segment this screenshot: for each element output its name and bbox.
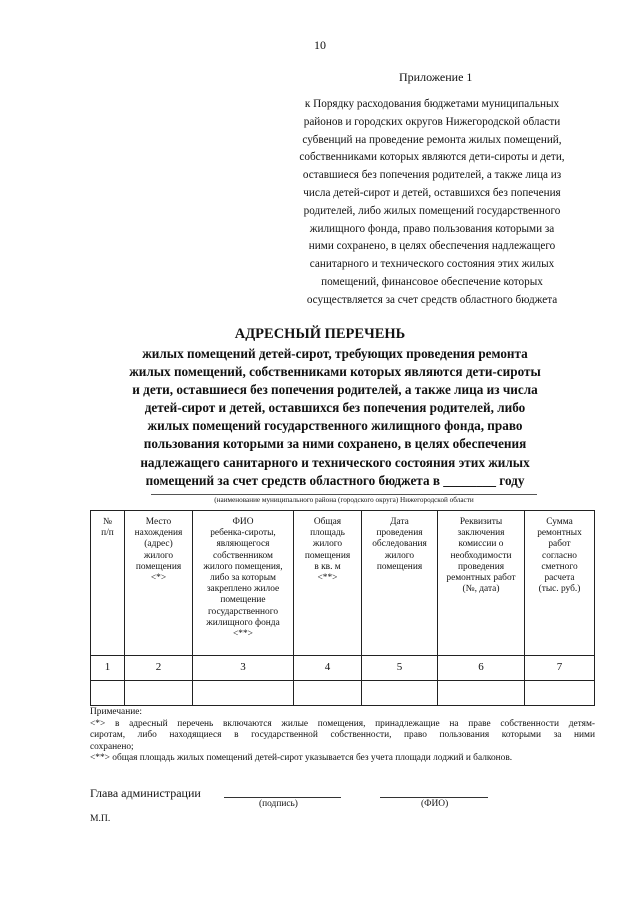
header-text-line: (тыс. руб.): [538, 584, 581, 595]
signature-caption: (подпись): [259, 799, 298, 809]
header-text-line: Общая: [313, 517, 342, 527]
header-text-line: помещения: [376, 561, 423, 572]
header-text-line: площадь: [310, 528, 345, 539]
basis-line: собственниками которых являются дети-сироты и дети,: [299, 151, 565, 164]
column-number: 6: [438, 656, 525, 681]
notes-section: [90, 707, 595, 765]
header-cell-number: [91, 511, 125, 656]
header-text-line: жилого: [384, 550, 415, 561]
header-text-line: жилого: [312, 539, 343, 550]
column-number: 4: [294, 656, 362, 681]
header-text-line: (адрес): [144, 539, 173, 550]
header-text-line: п/п: [101, 528, 114, 539]
header-text-line: проведения: [457, 561, 505, 572]
subtitle-line: жилых помещений, собственниками которых являются дети-сироты: [129, 364, 541, 380]
basis-line: жилищного фонда, право пользования которыми за: [309, 222, 555, 235]
subtitle-line: надлежащего санитарного и технического состояния этих жилых: [140, 454, 530, 470]
header-text-line: Место: [145, 517, 172, 527]
region-fill-line: [151, 494, 537, 495]
subtitle-line: и дети, оставшиеся без попечения родителей, а также лица из числа: [132, 382, 538, 398]
header-cell-address: [125, 511, 193, 656]
header-text-line: согласно: [542, 550, 577, 561]
basis-line: санитарного и технического состояния этих жилых: [309, 258, 555, 271]
header-text-line: Сумма: [546, 517, 573, 527]
empty-cell: [362, 681, 438, 706]
appendix-label: Приложение 1: [399, 70, 473, 84]
column-number: 2: [125, 656, 193, 681]
header-text-line: помещение: [220, 595, 266, 606]
subtitle-line: жилых помещений детей-сирот, требующих проведения ремонта: [142, 346, 528, 361]
note-line: <**> общая площадь жилых помещений детей-сирот указывается без учета площади лоджий и балконов.: [90, 753, 513, 764]
header-text-line: помещения: [304, 550, 351, 561]
header-cell-inspection-date: [362, 511, 438, 656]
header-text-line: сметного: [541, 561, 578, 572]
header-text-line: <**>: [317, 573, 338, 584]
header-text-line: работ: [548, 539, 571, 550]
table-header-row: [91, 511, 595, 656]
header-text-line: №: [103, 517, 112, 527]
header-cell-owner-name: [193, 511, 294, 656]
subtitle-line: детей-сирот и детей, оставшихся без попечения родителей, либо: [144, 400, 526, 416]
header-text-line: проведения: [376, 528, 423, 539]
basis-line: оставшиеся без попечения родителей, а также лица из: [302, 169, 562, 182]
basis-line: числа детей-сирот и детей, оставшихся без попечения: [303, 186, 561, 199]
subtitle-line: помещений за счет средств областного бюджета в ________ году: [145, 472, 525, 488]
header-text-line: обследования: [372, 539, 427, 550]
header-text-line: государственного: [207, 606, 279, 617]
basis-line: субвенций на проведение ремонта жилых помещений,: [302, 133, 562, 146]
empty-cell: [91, 681, 125, 706]
subtitle-line: пользования которыми за ними сохранено, в целях обеспечения: [143, 436, 527, 452]
fio-caption: (ФИО): [421, 799, 449, 809]
fio-line: [380, 797, 488, 798]
note-line: сиротам, либо находящиеся в государственной собственности, право пользования которыми за ними: [90, 730, 595, 741]
page-number: 10: [314, 38, 326, 52]
header-text-line: <*>: [150, 573, 167, 584]
basis-line: осуществляется за счет средств областного бюджета: [306, 293, 558, 306]
header-text-line: ФИО: [232, 517, 254, 527]
document-title: АДРЕСНЫЙ ПЕРЕЧЕНЬ: [234, 326, 406, 342]
notes-heading: Примечание:: [90, 707, 143, 717]
header-text-line: нахождения: [134, 528, 183, 539]
header-text-line: заключения: [457, 528, 505, 539]
empty-cell: [438, 681, 525, 706]
region-caption: (наименование муниципального района (городского округа) Нижегородской области: [214, 496, 474, 504]
header-text-line: необходимости: [450, 550, 512, 561]
header-text-line: в кв. м: [314, 561, 341, 572]
header-text-line: являющегося: [216, 539, 270, 550]
header-text-line: ремонтных работ: [446, 573, 516, 584]
column-number: 3: [193, 656, 294, 681]
header-text-line: Реквизиты: [459, 517, 503, 527]
header-text-line: закреплено жилое: [206, 584, 280, 595]
document-subtitle: [95, 345, 575, 490]
column-number-row: [91, 656, 595, 681]
address-list-table: [90, 510, 595, 706]
header-cell-commission-details: [438, 511, 525, 656]
note-line: <*> в адресный перечень включаются жилые помещения, принадлежащие на праве собственности детям-: [90, 718, 595, 729]
signature-label: Глава администрации: [90, 786, 201, 800]
subtitle-line: жилых помещений государственного жилищного фонда, право: [147, 418, 523, 434]
header-text-line: помещения: [135, 561, 182, 572]
header-text-line: ремонтных: [537, 528, 582, 539]
empty-data-row: [91, 681, 595, 706]
basis-line: помещений, финансовое обеспечение которых: [321, 275, 543, 288]
header-text-line: жилищного фонда: [206, 617, 280, 628]
empty-cell: [193, 681, 294, 706]
basis-line: районов и городских округов Нижегородской области: [303, 115, 561, 128]
column-number: 7: [525, 656, 595, 681]
stamp-placeholder: М.П.: [90, 813, 111, 824]
header-text-line: <**>: [233, 629, 253, 640]
header-text-line: (№, дата): [462, 584, 500, 595]
signature-line: [224, 797, 341, 798]
column-number: 1: [91, 656, 125, 681]
note-line: сохранено;: [90, 741, 134, 752]
appendix-basis-text: [262, 96, 602, 310]
header-text-line: комиссии о: [458, 539, 504, 550]
header-text-line: собственником: [213, 550, 273, 561]
empty-cell: [125, 681, 193, 706]
basis-line: ними сохранено, в целях обеспечения надлежащего: [308, 240, 556, 253]
basis-line: к Порядку расходования бюджетами муниципальных: [304, 98, 560, 110]
header-text-line: жилого помещения,: [203, 561, 283, 572]
empty-cell: [525, 681, 595, 706]
empty-cell: [294, 681, 362, 706]
header-text-line: расчета: [544, 573, 575, 584]
header-text-line: Дата: [390, 517, 409, 527]
header-cell-repair-sum: [525, 511, 595, 656]
basis-line: родителей, либо жилых помещений государственного: [303, 204, 561, 217]
header-cell-area: [294, 511, 362, 656]
header-text-line: жилого: [143, 550, 174, 561]
header-text-line: либо за которым: [210, 573, 276, 584]
header-text-line: ребенка-сироты,: [210, 528, 276, 539]
column-number: 5: [362, 656, 438, 681]
